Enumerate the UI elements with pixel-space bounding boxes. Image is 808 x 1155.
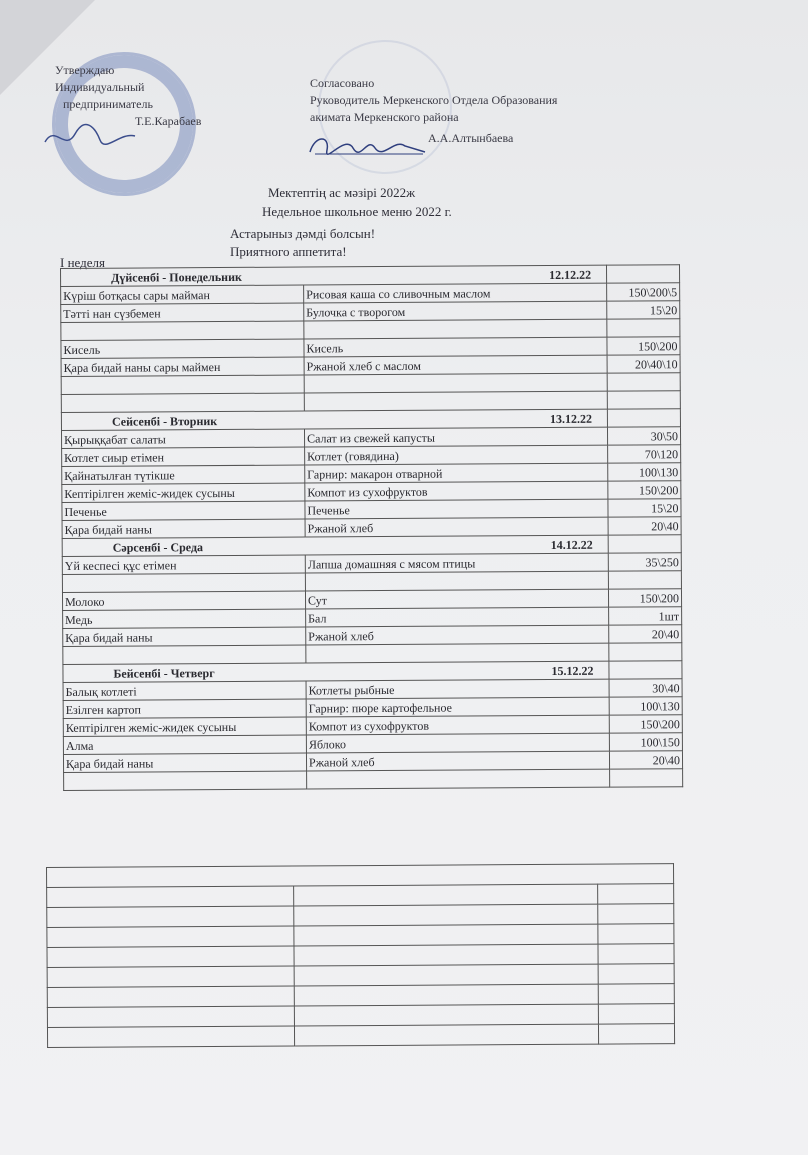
dish-name-ru: [304, 391, 607, 411]
dish-name-kz: Алма: [63, 735, 306, 754]
dish-name-kz: Қара бидай наны: [62, 519, 305, 538]
portion-size: 15\20: [608, 499, 681, 517]
agreement-line-3: акимата Меркенского района: [310, 110, 459, 124]
dish-name-kz: Қара бидай наны: [63, 753, 306, 772]
dish-name-ru: Печенье: [305, 499, 608, 519]
dish-name-kz: Печенье: [62, 501, 305, 520]
menu-row: [64, 769, 683, 791]
portion-size: 150\200\5: [607, 283, 680, 301]
day-name: Бейсенбі - Четверг: [63, 661, 609, 682]
dish-name-ru: Булочка с творогом: [304, 301, 607, 321]
portion-size: 35\250: [608, 553, 681, 571]
day-name: Сәрсенбі - Среда: [62, 535, 608, 556]
day-name: Сейсенбі - Вторник: [61, 409, 607, 430]
blank-cell: [294, 1024, 598, 1046]
blank-cell: [294, 964, 598, 986]
dish-name-kz: [61, 321, 304, 340]
dish-name-ru: [304, 373, 607, 393]
day-header-row: [61, 265, 680, 287]
blank-cell: [293, 884, 597, 906]
agreement-line-4: А.А.Алтынбаева: [428, 131, 514, 145]
blank-row: [47, 1024, 674, 1048]
day-header-row: [61, 409, 680, 431]
portion-size: 30\40: [609, 679, 682, 697]
left-signature: [40, 122, 140, 152]
menu-table: [60, 264, 683, 791]
portion-size: [607, 319, 680, 337]
dish-name-ru: Компот из сухофруктов: [306, 715, 609, 735]
dish-name-ru: Гарнир: макарон отварной: [305, 463, 608, 483]
dish-name-ru: Рисовая каша со сливочным маслом: [304, 283, 607, 303]
wish-kz: Астарыныз дәмді болсын!: [230, 226, 376, 241]
blank-cell: [597, 904, 673, 924]
portion-size: [607, 373, 680, 391]
title-ru: Недельное школьное меню 2022 г.: [262, 204, 452, 219]
dish-name-kz: [64, 771, 307, 790]
blank-cell: [597, 884, 673, 904]
portion-size: 100\130: [608, 463, 681, 481]
portion-size: 30\50: [607, 427, 680, 445]
dish-name-kz: Кептірілген жеміс-жидек сусыны: [62, 483, 305, 502]
agreement-line-2: Руководитель Меркенского Отдела Образования: [310, 93, 558, 107]
day-date: 15.12.22: [549, 661, 622, 679]
blank-cell: [47, 966, 294, 988]
dish-name-ru: Ржаной хлеб: [306, 625, 609, 645]
dish-name-ru: Котлет (говядина): [305, 445, 608, 465]
portion-size: [610, 769, 683, 787]
dish-name-kz: Езілген картоп: [63, 699, 306, 718]
dish-name-ru: Ржаной хлеб с маслом: [304, 355, 607, 375]
blank-table: [46, 863, 675, 1048]
dish-name-ru: Кисель: [304, 337, 607, 357]
dish-name-ru: Сут: [305, 589, 608, 609]
dish-name-ru: [306, 643, 609, 663]
blank-cell: [598, 1004, 674, 1024]
blank-cell: [294, 984, 598, 1006]
dish-name-kz: Күріш ботқасы сары майман: [61, 285, 304, 304]
dish-name-kz: Кептірілген жеміс-жидек сусыны: [63, 717, 306, 736]
blank-cell: [47, 946, 294, 968]
portion-size: 70\120: [608, 445, 681, 463]
portion-size: 20\40: [609, 625, 682, 643]
dish-name-kz: Кисель: [61, 339, 304, 358]
dish-name-kz: Қырыққабат салаты: [61, 429, 304, 448]
approval-line-1: Утверждаю: [55, 63, 115, 77]
dish-name-ru: [305, 571, 608, 591]
dish-name-kz: Балық котлеті: [63, 681, 306, 700]
portion-size: 100\130: [609, 697, 682, 715]
portion-size: 150\200: [608, 589, 681, 607]
agreement-line-1: Согласовано: [310, 76, 375, 90]
dish-name-ru: [304, 319, 607, 339]
dish-name-ru: Гарнир: пюре картофельное: [306, 697, 609, 717]
dish-name-kz: Қара бидай наны сары маймен: [61, 357, 304, 376]
portion-size: 100\150: [609, 733, 682, 751]
portion-size: 20\40\10: [607, 355, 680, 373]
approval-line-2: Индивидуальный: [55, 80, 145, 94]
day-date: 14.12.22: [548, 535, 621, 553]
portion-size: [608, 571, 681, 589]
blank-cell: [294, 944, 598, 966]
dish-name-ru: Ржаной хлеб: [305, 517, 608, 537]
blank-cell: [598, 924, 674, 944]
dish-name-kz: Үй кеспесі құс етімен: [62, 555, 305, 574]
day-name: Дүйсенбі - Понедельник: [61, 265, 607, 286]
dish-name-kz: Медь: [63, 609, 306, 628]
approval-block: [55, 62, 201, 130]
blank-cell: [47, 886, 294, 908]
dish-name-kz: Котлет сиыр етімен: [62, 447, 305, 466]
dish-name-ru: Бал: [306, 607, 609, 627]
blank-cell: [293, 924, 597, 946]
dish-name-ru: Салат из свежей капусты: [304, 427, 607, 447]
portion-size: 20\40: [609, 751, 682, 769]
dish-name-kz: Қайнатылған түтікше: [62, 465, 305, 484]
blank-cell: [598, 944, 674, 964]
blank-cell: [47, 1026, 294, 1048]
day-header-row: [63, 661, 682, 683]
right-signature: [305, 130, 430, 162]
blank-cell: [47, 926, 294, 948]
dish-name-kz: [63, 645, 306, 664]
day-date: 12.12.22: [546, 265, 619, 283]
week-label: I неделя: [60, 255, 105, 270]
dish-name-ru: Ржаной хлеб: [306, 751, 609, 771]
blank-cell: [598, 1024, 674, 1044]
dish-name-kz: Молоко: [62, 591, 305, 610]
approval-line-3: предприниматель: [63, 97, 153, 111]
approval-line-4: Т.Е.Карабаев: [135, 114, 202, 128]
portion-size: [609, 643, 682, 661]
dish-name-ru: Яблоко: [306, 733, 609, 753]
dish-name-ru: Котлеты рыбные: [306, 679, 609, 699]
portion-size: 150\200: [609, 715, 682, 733]
dish-name-kz: [61, 375, 304, 394]
dish-name-kz: [62, 573, 305, 592]
blank-cell: [47, 1006, 294, 1028]
portion-size: 150\200: [608, 481, 681, 499]
dish-name-ru: Лапша домашняя с мясом птицы: [305, 553, 608, 573]
blank-cell: [47, 906, 294, 928]
blank-cell: [598, 984, 674, 1004]
dish-name-ru: [307, 769, 610, 789]
dish-name-kz: Қара бидай наны: [63, 627, 306, 646]
blank-cell: [293, 904, 597, 926]
day-date: 13.12.22: [547, 409, 620, 427]
title-kz: Мектептің ас мәзірі 2022ж: [268, 185, 416, 200]
day-header-row: [62, 535, 681, 557]
dish-name-ru: Компот из сухофруктов: [305, 481, 608, 501]
portion-size: 150\200: [607, 337, 680, 355]
portion-size: 15\20: [607, 301, 680, 319]
portion-size: 20\40: [608, 517, 681, 535]
wish-ru: Приятного аппетита!: [230, 244, 347, 259]
blank-cell: [294, 1004, 598, 1026]
blank-cell: [598, 964, 674, 984]
portion-size: 1шт: [609, 607, 682, 625]
portion-size: [607, 391, 680, 409]
dish-name-kz: Тәтті нан сүзбемен: [61, 303, 304, 322]
dish-name-kz: [61, 393, 304, 412]
blank-cell: [47, 986, 294, 1008]
